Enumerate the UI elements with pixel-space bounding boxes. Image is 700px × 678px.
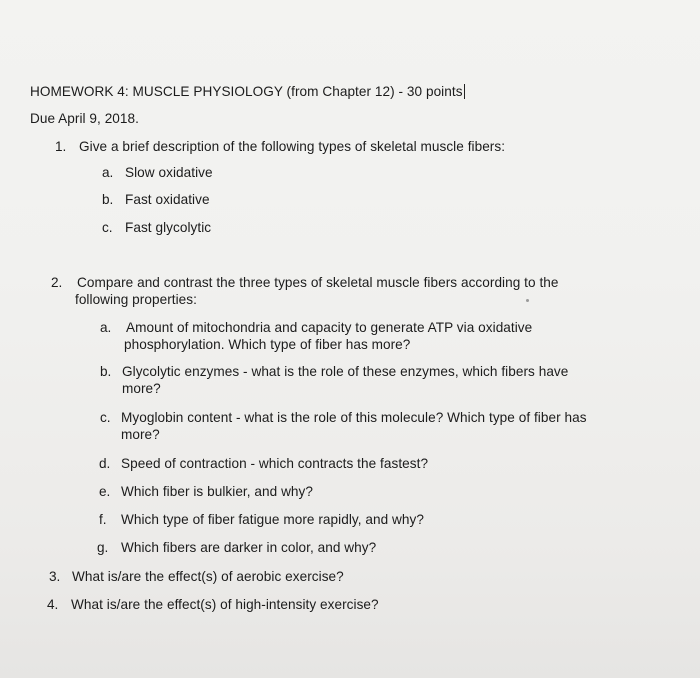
q2-item-b-line-2: more? xyxy=(122,381,161,396)
q2-item-c-line-2: more? xyxy=(121,427,160,442)
page-speck xyxy=(526,299,529,302)
q1-item-c-text: Fast glycolytic xyxy=(125,220,212,235)
q2-item-f-letter: f. xyxy=(99,512,107,527)
q2-item-c-letter: c. xyxy=(100,410,111,425)
q1-item-b-letter: b. xyxy=(102,192,114,207)
q2-item-d-text: Speed of contraction - which contracts the fastest? xyxy=(121,456,429,471)
text-cursor xyxy=(464,84,465,99)
q2-item-a-letter: a. xyxy=(100,320,112,335)
q1-item-a-letter: a. xyxy=(102,165,114,180)
q2-item-e-text: Which fiber is bulkier, and why? xyxy=(121,484,313,499)
q2-item-e-letter: e. xyxy=(99,484,111,499)
q2-item-g-letter: g. xyxy=(97,540,109,555)
question-2-number: 2. xyxy=(51,275,63,290)
question-1-number: 1. xyxy=(55,139,67,154)
q2-item-f-text: Which type of fiber fatigue more rapidly, and why? xyxy=(121,512,424,527)
q1-item-b-text: Fast oxidative xyxy=(125,192,210,207)
question-2-text-line-1: Compare and contrast the three types of skeletal muscle fibers according to the xyxy=(77,275,559,290)
q2-item-a-line-1: Amount of mitochondria and capacity to generate ATP via oxidative xyxy=(126,320,533,335)
q2-item-d-letter: d. xyxy=(99,456,111,471)
q2-item-b-letter: b. xyxy=(100,364,112,379)
question-4-text: What is/are the effect(s) of high-intensity exercise? xyxy=(71,597,379,612)
q2-item-g-text: Which fibers are darker in color, and why? xyxy=(121,540,377,555)
homework-title: HOMEWORK 4: MUSCLE PHYSIOLOGY (from Chapter 12) - 30 points xyxy=(30,84,463,99)
q1-item-c-letter: c. xyxy=(102,220,113,235)
question-3-text: What is/are the effect(s) of aerobic exercise? xyxy=(72,569,344,584)
question-2-text-line-2: following properties: xyxy=(75,292,197,307)
q2-item-c-line-1: Myoglobin content - what is the role of this molecule? Which type of fiber has xyxy=(121,410,587,425)
q2-item-b-line-1: Glycolytic enzymes - what is the role of these enzymes, which fibers have xyxy=(122,364,569,379)
q1-item-a-text: Slow oxidative xyxy=(125,165,213,180)
q2-item-a-line-2: phosphorylation. Which type of fiber has more? xyxy=(124,337,411,352)
question-4-number: 4. xyxy=(47,597,59,612)
question-1-text: Give a brief description of the following types of skeletal muscle fibers: xyxy=(79,139,506,154)
due-date: Due April 9, 2018. xyxy=(30,111,139,126)
question-3-number: 3. xyxy=(49,569,61,584)
